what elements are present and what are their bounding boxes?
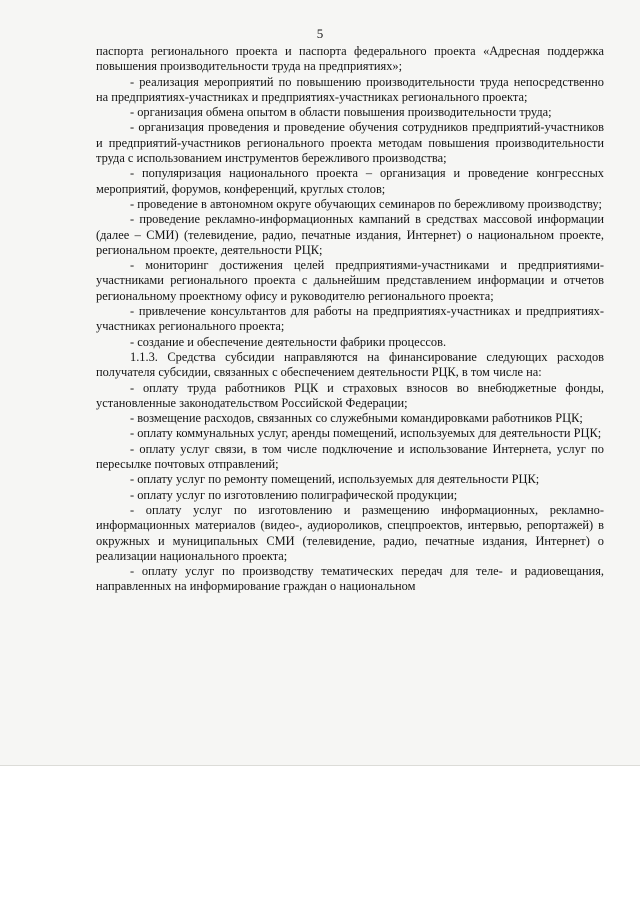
paragraph: - оплату труда работников РЦК и страховых взносов во внебюджетные фонды, установленные законодательством Российской Федерации; [96,380,604,410]
document-body [96,44,604,595]
paragraph: - мониторинг достижения целей предприятиями-участниками и предприятиями-участниками регионального проекта с дальнейшим представлением информации и отчетов региональному проектному офису и руководителю регионального проекта; [96,258,604,303]
paragraph: - проведение рекламно-информационных кампаний в средствах массовой информации (далее – СМИ) (телевидение, радио, печатные издания, Интернет) о национальном проекте, региональном проекте, деятельности РЦК; [96,212,604,257]
paragraph: - реализация мероприятий по повышению производительности труда непосредственно на предприятиях-участниках и предприятиях-участниках регионального проекта; [96,74,604,104]
blank-margin [0,766,640,905]
paragraph: - оплату услуг по изготовлению полиграфической продукции; [130,487,458,502]
paragraph: - оплату коммунальных услуг, аренды помещений, используемых для деятельности РЦК; [130,426,602,441]
paragraph: - организация проведения и проведение обучения сотрудников предприятий-участников и предприятий-участников регионального проекта методам повышения производительности труда с использованием инструментов бережливого производства; [96,120,604,166]
paragraph: - организация обмена опытом в области повышения производительности труда; [130,105,552,120]
paragraph: - создание и обеспечение деятельности фабрики процессов. [130,334,447,349]
page-number: 5 [316,26,324,41]
paragraph: - популяризация национального проекта – организация и проведение конгрессных мероприятий, форумов, конференций, круглых столов; [96,166,604,196]
paragraph: - оплату услуг по производству тематических передач для теле- и радиовещания, направленных на информирование граждан о национальном [96,564,604,594]
paragraph: - оплату услуг связи, в том числе подключение и использование Интернета, услуг по пересылке почтовых отправлений; [96,441,604,472]
paragraph: - оплату услуг по ремонту помещений, используемых для деятельности РЦК; [130,472,540,487]
paragraph: - оплату услуг по изготовлению и размещению информационных, рекламно-информационных материалов (видео-, аудиороликов, спецпроектов, интервью, репортажей) в окружных и муниципальных СМИ (телевидение, радио, печатные издания, Интернет) о реализации национального проекта; [96,502,604,563]
paragraph: - проведение в автономном округе обучающих семинаров по бережливому производству; [130,196,602,211]
paragraph: - привлечение консультантов для работы на предприятиях-участниках и предприятиях-участниках регионального проекта; [96,304,604,334]
paragraph: 1.1.3. Средства субсидии направляются на финансирование следующих расходов получателя субсидии, связанных с обеспечением деятельности РЦК, в том числе на: [96,349,604,380]
paragraph: паспорта регионального проекта и паспорта федерального проекта «Адресная поддержка повышения производительности труда на предприятиях»; [96,44,604,74]
paragraph: - возмещение расходов, связанных со служебными командировками работников РЦК; [130,411,583,426]
